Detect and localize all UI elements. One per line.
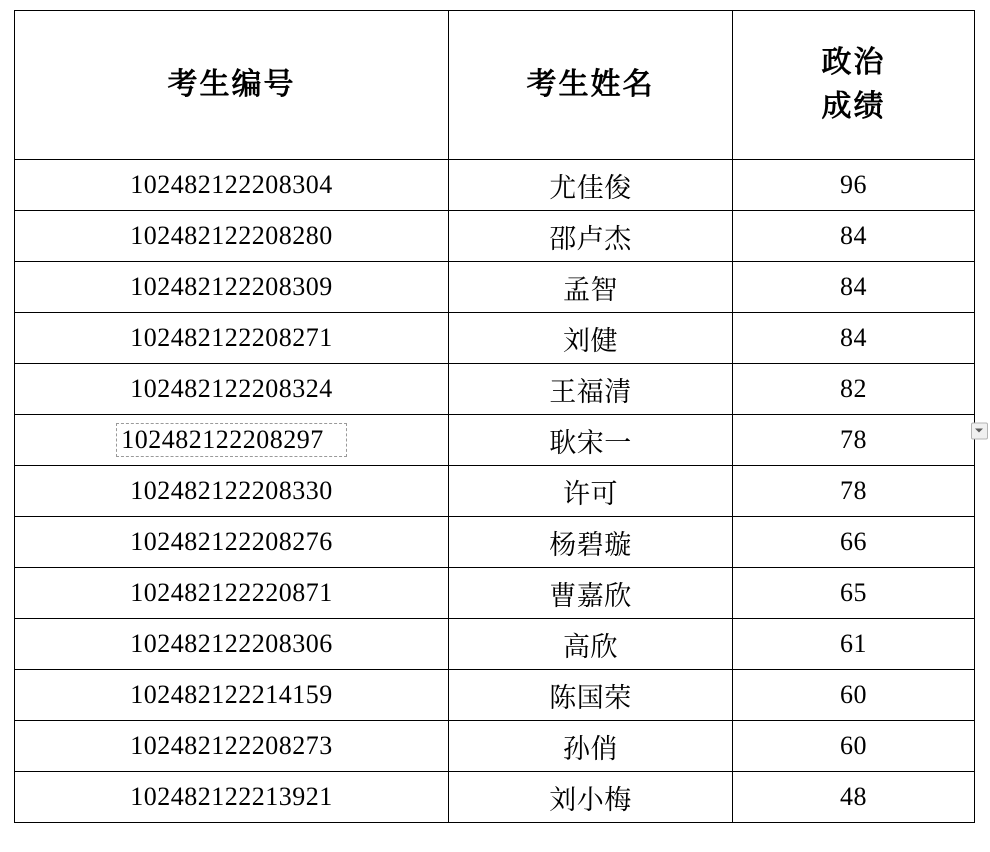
table-row xyxy=(15,313,975,364)
cell-exam-name[interactable] xyxy=(449,313,733,364)
table-header xyxy=(15,11,975,160)
exam-name-value: 杨碧璇 xyxy=(549,529,632,560)
table-row xyxy=(15,568,975,619)
column-header-politics-score-label-line2: 成绩 xyxy=(821,90,886,123)
cell-exam-name[interactable] xyxy=(449,160,733,211)
dropdown-arrow-icon[interactable] xyxy=(971,423,988,440)
exam-name-value: 邵卢杰 xyxy=(549,223,632,254)
cell-politics-score[interactable] xyxy=(733,313,975,364)
document-page xyxy=(0,10,990,852)
politics-score-value: 96 xyxy=(840,170,867,199)
table-row xyxy=(15,517,975,568)
column-header-exam-name xyxy=(449,11,733,160)
cell-exam-name[interactable] xyxy=(449,466,733,517)
exam-name-value: 陈国荣 xyxy=(549,682,632,713)
politics-score-value: 84 xyxy=(840,272,867,301)
table-row xyxy=(15,670,975,721)
table-row xyxy=(15,364,975,415)
table-body xyxy=(15,160,975,823)
cell-politics-score[interactable] xyxy=(733,211,975,262)
exam-number-value: 102482122214159 xyxy=(130,680,333,709)
exam-name-value: 孙俏 xyxy=(563,733,618,764)
exam-number-value: 102482122208304 xyxy=(130,170,333,199)
politics-score-value: 60 xyxy=(840,731,867,760)
table-row xyxy=(15,466,975,517)
scores-table xyxy=(14,10,975,823)
exam-name-value: 刘小梅 xyxy=(549,784,632,815)
cell-politics-score[interactable] xyxy=(733,517,975,568)
politics-score-value: 82 xyxy=(840,374,867,403)
cell-exam-number[interactable] xyxy=(15,262,449,313)
cell-exam-number[interactable] xyxy=(15,619,449,670)
cell-exam-number[interactable] xyxy=(15,670,449,721)
exam-number-value: 102482122208306 xyxy=(130,629,333,658)
cell-exam-number[interactable] xyxy=(15,160,449,211)
exam-name-value: 孟智 xyxy=(563,274,618,305)
cell-politics-score[interactable] xyxy=(733,619,975,670)
exam-number-value: 102482122208309 xyxy=(130,272,333,301)
exam-number-value: 102482122208271 xyxy=(130,323,333,352)
cell-politics-score[interactable] xyxy=(733,415,975,466)
cell-politics-score[interactable] xyxy=(733,466,975,517)
cell-exam-name[interactable] xyxy=(449,262,733,313)
cell-politics-score[interactable] xyxy=(733,160,975,211)
cell-exam-number[interactable] xyxy=(15,721,449,772)
politics-score-value: 84 xyxy=(840,221,867,250)
column-header-politics-score-label-line1: 政治 xyxy=(821,46,886,79)
exam-number-value: 102482122208273 xyxy=(130,731,333,760)
exam-name-value: 尤佳俊 xyxy=(549,172,632,203)
cell-politics-score[interactable] xyxy=(733,568,975,619)
cell-exam-name[interactable] xyxy=(449,619,733,670)
cell-exam-name[interactable] xyxy=(449,670,733,721)
cell-exam-number-selected[interactable] xyxy=(15,415,449,466)
politics-score-value: 78 xyxy=(840,476,867,505)
exam-number-value: 102482122208330 xyxy=(130,476,333,505)
cell-exam-name[interactable] xyxy=(449,568,733,619)
politics-score-value: 78 xyxy=(840,425,867,454)
table-row xyxy=(15,772,975,823)
cell-exam-number[interactable] xyxy=(15,772,449,823)
table-row xyxy=(15,160,975,211)
table-row xyxy=(15,721,975,772)
exam-number-value: 102482122208297 xyxy=(116,423,347,457)
table-row xyxy=(15,262,975,313)
cell-politics-score[interactable] xyxy=(733,772,975,823)
cell-exam-number[interactable] xyxy=(15,313,449,364)
header-row xyxy=(15,11,975,160)
politics-score-value: 48 xyxy=(840,782,867,811)
table-row xyxy=(15,619,975,670)
exam-number-value: 102482122208276 xyxy=(130,527,333,556)
cell-politics-score[interactable] xyxy=(733,364,975,415)
cell-politics-score[interactable] xyxy=(733,721,975,772)
exam-name-value: 王福清 xyxy=(549,376,632,407)
politics-score-value: 61 xyxy=(840,629,867,658)
politics-score-value: 60 xyxy=(840,680,867,709)
politics-score-value: 84 xyxy=(840,323,867,352)
exam-name-value: 刘健 xyxy=(563,325,618,356)
cell-exam-number[interactable] xyxy=(15,211,449,262)
column-header-politics-score xyxy=(733,11,975,160)
cell-exam-name[interactable] xyxy=(449,517,733,568)
exam-name-value: 曹嘉欣 xyxy=(549,580,632,611)
cell-exam-number[interactable] xyxy=(15,466,449,517)
table-row xyxy=(15,211,975,262)
cell-exam-number[interactable] xyxy=(15,517,449,568)
politics-score-value: 65 xyxy=(840,578,867,607)
exam-number-value: 102482122220871 xyxy=(130,578,333,607)
cell-exam-name[interactable] xyxy=(449,415,733,466)
exam-name-value: 耿宋一 xyxy=(549,427,632,458)
cell-exam-name[interactable] xyxy=(449,364,733,415)
cell-exam-number[interactable] xyxy=(15,364,449,415)
exam-number-value: 102482122208324 xyxy=(130,374,333,403)
column-header-exam-number xyxy=(15,11,449,160)
cell-exam-name[interactable] xyxy=(449,211,733,262)
cell-exam-name[interactable] xyxy=(449,772,733,823)
exam-number-value: 102482122208280 xyxy=(130,221,333,250)
column-header-exam-number-label: 考生编号 xyxy=(167,68,296,101)
cell-exam-name[interactable] xyxy=(449,721,733,772)
cell-politics-score[interactable] xyxy=(733,262,975,313)
politics-score-value: 66 xyxy=(840,527,867,556)
cell-exam-number[interactable] xyxy=(15,568,449,619)
exam-name-value: 高欣 xyxy=(563,631,618,662)
cell-politics-score[interactable] xyxy=(733,670,975,721)
exam-number-value: 102482122213921 xyxy=(130,782,333,811)
column-header-exam-name-label: 考生姓名 xyxy=(526,68,655,101)
table-row-selected xyxy=(15,415,975,466)
exam-name-value: 许可 xyxy=(563,478,618,509)
